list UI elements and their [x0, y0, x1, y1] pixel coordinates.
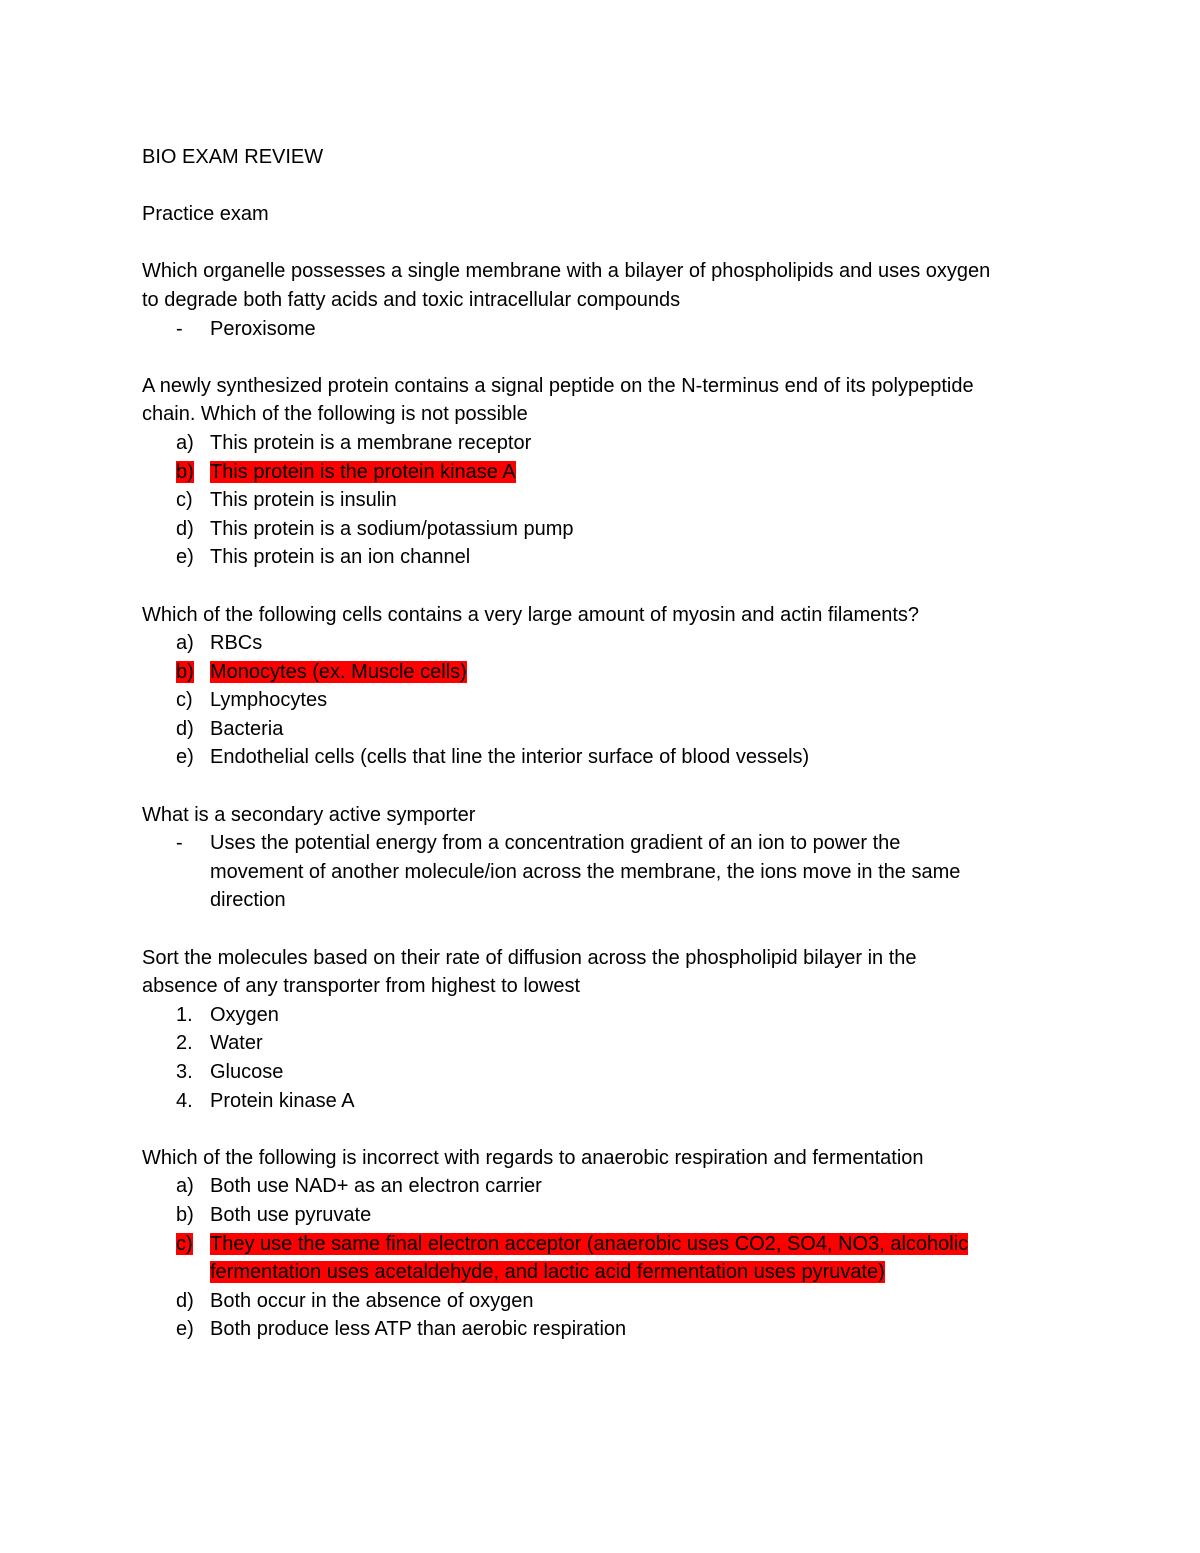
answer-text-line: They use the same final electron acceptor (anaerobic uses CO2, SO4, NO3, alcoholic — [210, 1232, 969, 1255]
answer-text-line: Peroxisome — [210, 317, 316, 340]
answer-text — [210, 458, 1062, 487]
question-prompt-line: What is a secondary active symporter — [142, 803, 476, 826]
answer-text-line: Lymphocytes — [210, 689, 328, 712]
question-prompt-line: to degrade both fatty acids and toxic intracellular compounds — [142, 288, 681, 311]
answer-text-line: This protein is a membrane receptor — [210, 431, 532, 454]
answer-text-line: This protein is an ion channel — [210, 546, 471, 569]
answer-text — [210, 315, 1062, 344]
answer-marker: 3. — [176, 1061, 193, 1083]
answer-item — [142, 715, 1062, 744]
answer-marker: c) — [176, 689, 193, 712]
answer-marker: b) — [176, 660, 194, 683]
answer-marker: 1. — [176, 1003, 193, 1026]
question-block — [142, 1144, 1062, 1344]
answer-marker: d) — [176, 717, 194, 740]
answer-item — [142, 1087, 1062, 1116]
spacer — [142, 343, 1062, 372]
answer-text-line: Bacteria — [210, 717, 284, 740]
answer-marker: b) — [176, 1203, 194, 1226]
answer-marker: a) — [176, 632, 194, 655]
answer-text — [210, 1029, 1062, 1058]
answer-item — [142, 1315, 1062, 1344]
spacer — [142, 572, 1062, 601]
answer-text — [210, 743, 1062, 772]
answer-item — [142, 543, 1062, 572]
question-list — [142, 257, 1062, 1344]
question-block — [142, 257, 1062, 371]
answer-text — [210, 1058, 1062, 1087]
question-block — [142, 601, 1062, 801]
spacer — [142, 915, 1062, 944]
answer-item — [142, 486, 1062, 515]
answer-list — [142, 315, 1062, 344]
answer-text-line: Both use NAD+ as an electron carrier — [210, 1175, 542, 1198]
answer-text — [210, 1201, 1062, 1230]
answer-marker: 2. — [176, 1032, 193, 1055]
spacer — [142, 772, 1062, 801]
answer-text-line: This protein is a sodium/potassium pump — [210, 517, 574, 540]
spacer — [142, 172, 1062, 201]
answer-text — [210, 543, 1062, 572]
answer-text — [210, 658, 1062, 687]
answer-marker: c) — [176, 489, 193, 512]
answer-marker: e) — [176, 1318, 194, 1341]
answer-text-line: Both occur in the absence of oxygen — [210, 1289, 534, 1312]
answer-item — [142, 686, 1062, 715]
answer-marker: a) — [176, 1175, 194, 1198]
answer-marker: - — [176, 832, 183, 855]
answer-item — [142, 743, 1062, 772]
answer-text — [210, 1287, 1062, 1316]
answer-text — [210, 829, 1062, 915]
answer-text — [210, 1230, 1062, 1287]
question-prompt-line: absence of any transporter from highest to lowest — [142, 975, 581, 998]
answer-item — [142, 1001, 1062, 1030]
answer-text-line: Water — [210, 1032, 263, 1055]
answer-text-line: Oxygen — [210, 1003, 279, 1026]
answer-item — [142, 1201, 1062, 1230]
answer-list — [142, 829, 1062, 915]
answer-text-line: RBCs — [210, 632, 263, 655]
answer-item — [142, 515, 1062, 544]
answer-text-line: Both produce less ATP than aerobic respiration — [210, 1318, 627, 1341]
answer-item-highlighted — [142, 458, 1062, 487]
answer-text-line: Uses the potential energy from a concentration gradient of an ion to power the — [210, 832, 901, 855]
document-subtitle: Practice exam — [142, 203, 269, 226]
answer-text-line: Protein kinase A — [210, 1089, 355, 1112]
answer-list — [142, 429, 1062, 572]
answer-item — [142, 1287, 1062, 1316]
answer-marker: b) — [176, 460, 194, 483]
answer-list — [142, 1172, 1062, 1344]
answer-text — [210, 1087, 1062, 1116]
answer-text-line: Glucose — [210, 1061, 284, 1083]
spacer — [142, 1115, 1062, 1144]
answer-text — [210, 715, 1062, 744]
answer-marker: d) — [176, 1289, 194, 1312]
answer-marker: e) — [176, 746, 194, 769]
question-prompt-line: Which of the following cells contains a very large amount of myosin and actin filaments? — [142, 603, 920, 626]
answer-marker: d) — [176, 517, 194, 540]
answer-text — [210, 486, 1062, 515]
answer-text-line: This protein is insulin — [210, 489, 397, 512]
answer-text — [210, 1315, 1062, 1344]
answer-text — [210, 429, 1062, 458]
answer-marker: 4. — [176, 1089, 193, 1112]
answer-text-line: Endothelial cells (cells that line the interior surface of blood vessels) — [210, 746, 810, 769]
answer-text — [210, 1172, 1062, 1201]
answer-text-line: Both use pyruvate — [210, 1203, 372, 1226]
answer-item — [142, 1172, 1062, 1201]
answer-item — [142, 315, 1062, 344]
answer-list — [142, 629, 1062, 772]
answer-item — [142, 1029, 1062, 1058]
answer-text — [210, 1001, 1062, 1030]
spacer — [142, 229, 1062, 258]
answer-text-line: This protein is the protein kinase A — [210, 460, 516, 483]
answer-marker: c) — [176, 1232, 193, 1255]
answer-marker: a) — [176, 431, 194, 454]
answer-item — [142, 1058, 1062, 1087]
answer-item-highlighted — [142, 658, 1062, 687]
question-block — [142, 372, 1062, 601]
answer-text — [210, 515, 1062, 544]
question-block — [142, 801, 1062, 944]
answer-text — [210, 629, 1062, 658]
answer-text-line: fermentation uses acetaldehyde, and lactic acid fermentation uses pyruvate) — [210, 1261, 885, 1284]
document-body — [142, 143, 1062, 1344]
document-title: BIO EXAM REVIEW — [142, 146, 324, 168]
answer-item — [142, 629, 1062, 658]
question-prompt-line: Which organelle possesses a single membrane with a bilayer of phospholipids and uses oxygen — [142, 260, 991, 283]
answer-marker: - — [176, 317, 183, 340]
answer-text-line: Monocytes (ex. Muscle cells) — [210, 660, 467, 683]
question-prompt-line: chain. Which of the following is not possible — [142, 403, 528, 426]
answer-item — [142, 829, 1062, 915]
answer-list — [142, 1001, 1062, 1115]
answer-marker: e) — [176, 546, 194, 569]
question-prompt-line: Which of the following is incorrect with regards to anaerobic respiration and fermentation — [142, 1146, 924, 1169]
answer-text — [210, 686, 1062, 715]
question-prompt-line: A newly synthesized protein contains a signal peptide on the N-terminus end of its polypeptide — [142, 374, 974, 397]
question-block — [142, 944, 1062, 1144]
answer-text-line: movement of another molecule/ion across the membrane, the ions move in the same — [210, 860, 961, 883]
question-prompt-line: Sort the molecules based on their rate of diffusion across the phospholipid bilayer in the — [142, 946, 917, 969]
answer-text-line: direction — [210, 889, 286, 912]
answer-item-highlighted — [142, 1230, 1062, 1287]
answer-item — [142, 429, 1062, 458]
